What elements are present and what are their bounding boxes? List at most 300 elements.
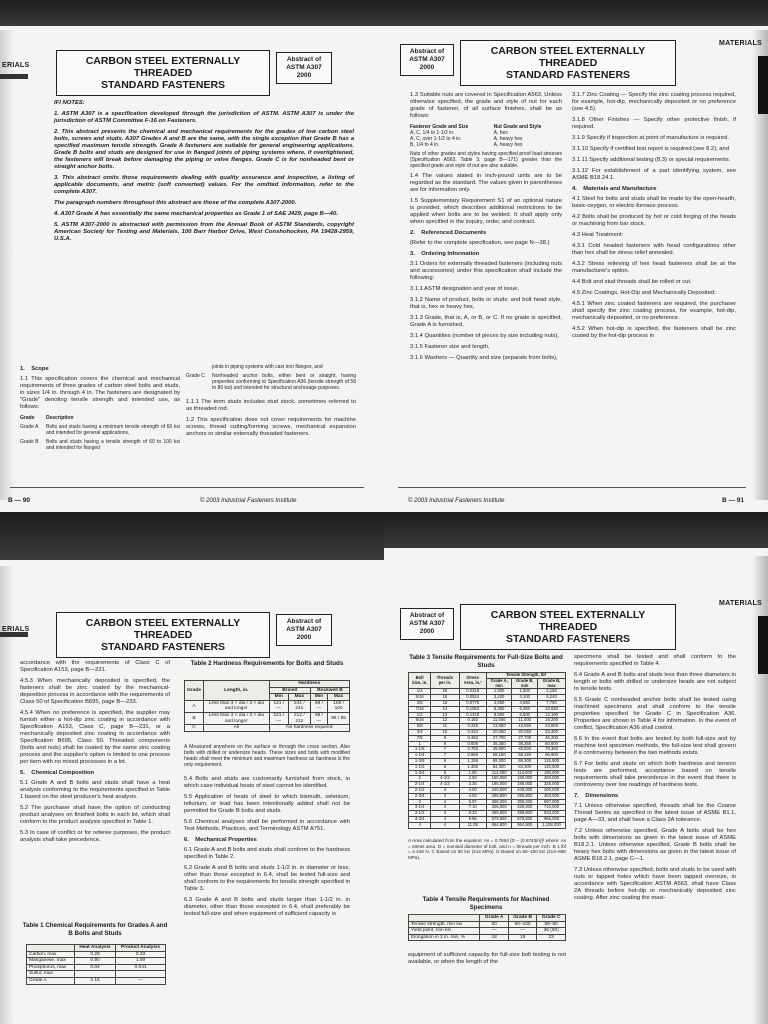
table-cell: 9.66 <box>459 816 486 822</box>
para-6-5: 6.5 Grade C nonheaded anchor bolts shall be tested using machined specimens and shall conform to the tensile properties specified for Grade C in Specification A36. Properties are shown in Table 4 for information. In the event of conflict, Specification A36 shall control. <box>574 697 736 731</box>
table-cell: 27,700 <box>486 735 512 741</box>
table2-notes: A Measured anywhere on the surface or through the cross section. Also bolts with drilled or undersize heads. These sizes and bolts with modified heads shall meet the minimum and maximum hardness as hardness is the only requirement. <box>184 744 350 768</box>
table-cell: 240,000 <box>512 787 538 793</box>
table-cell: Grade A <box>27 977 75 984</box>
grade-col-label: Grade <box>20 415 35 421</box>
abstract-box <box>276 614 332 646</box>
table-cell: No hardness required <box>269 725 349 732</box>
table-cell: 5 <box>431 770 459 776</box>
abstract-year: 2000 <box>419 628 435 635</box>
ordering-number: 3. <box>410 251 415 257</box>
table-cell: 140,500 <box>538 764 566 770</box>
table-cell: 3-3/4 <box>409 816 431 822</box>
table-cell: 3/4 <box>409 729 431 735</box>
table-cell: 4 <box>431 793 459 799</box>
para-6-6: 6.6 In the event that bolts are tested by both full-size and by machine test specimen methods, the full-size test shall govern if a controversy between the two methods exists. <box>574 736 736 756</box>
para-3-1-6: 3.1.6 Washers — Quantity and size (separate from bolts), <box>410 355 558 361</box>
para-5-2: 5.2 The purchaser shall have the option of conducting product analyses on finished bolts in each lot, which shall conform to the product analysis specified in Table 1. <box>20 805 170 825</box>
table-cell: 664,800 <box>512 822 538 828</box>
table-cell: 1/2 <box>409 712 431 718</box>
table3-notes: A Area calculated from the equation: As = 0.7854 [D − (0.9743/n)]² where: As = stress area, D = nominal diameter of bolt, and n = threads per inch. B 1 lbf = 4.448 N. C Based on 60 ksi (414 MPa). D Based on 60–100 ksi (414–690 MPa). <box>408 838 566 860</box>
table-cell: 295,800 <box>512 793 538 799</box>
table-cell: 597,000 <box>538 799 566 805</box>
para-4-5-4: 4.5.4 When no preference is specified, the supplier may furnish either a hot-dip zinc coating in accordance with Specification A153, Class C, page B—231, or a mechanically deposited zinc coating in accordance with Specification B695, Class 50. Threaded components (bolts and nuts) shall be coated by the same zinc coating process and the supplier's option is limited to one process per item with no mixed processes in a lot. <box>20 710 170 765</box>
page-bottom-right <box>384 512 768 1024</box>
table-cell: 18 <box>480 934 508 941</box>
grade-b-cont <box>186 364 356 370</box>
table-cell: 6,350 <box>512 706 538 712</box>
table-cell: 6 <box>431 764 459 770</box>
table-cell: 60–100 <box>508 921 537 928</box>
fastener-row: A, C, 1/4 to 1-1/2 in. <box>410 130 455 136</box>
table-cell: 2-3/4 <box>409 793 431 799</box>
table3 <box>408 672 566 829</box>
table2-max-header: Max <box>328 694 350 701</box>
table-cell: 1 <box>409 741 431 747</box>
table-cell: 0.969 <box>459 753 486 759</box>
note-2: 2. This abstract presents the chemical and mechanical requirements for the grades of low carbon steel bolts, screws and studs. A307 Grades A and B are the same, with the single exception that Grade B has a specified maximum tensile strength. Grade A fasteners are suitable for general engineering applications. Grade B bolts and studs are designed for use in flanged joints of piping systems where, if overtightened, the fasteners will break before damaging the piping or valve flanges. Grade C is for nonheaded bent or straight anchor bolts. <box>54 129 354 170</box>
table2-rockwell-header: Rockwell B <box>310 687 349 694</box>
para-4-3-2: 4.3.2 Stress relieving of hex head fasteners shall be at the manufacturer's option. <box>572 261 736 274</box>
table-cell: 7.10 <box>459 805 486 811</box>
table-cell: 1-1/4 <box>409 753 431 759</box>
table-cell: Sulfur, max <box>27 971 75 978</box>
para-5-6: 5.6 Chemical analyses shall be performed in accordance with Test Methods, Practices, and Terminology ASTM A751. <box>184 819 350 832</box>
right-column <box>574 654 736 906</box>
para-3-1-11: 3.1.11 Specify additional testing (8.3) or special requirements. <box>572 157 731 163</box>
table-cell: 0.29 <box>74 951 115 958</box>
table1-col: Product Analysis <box>116 945 166 952</box>
table-cell: 1-1/2 <box>409 764 431 770</box>
chem-number: 5. <box>20 770 25 776</box>
table-cell: 241 / 241 <box>288 700 310 712</box>
table-cell: 4 <box>431 822 459 828</box>
title-line1: CARBON STEEL EXTERNALLY THREADED <box>490 45 646 69</box>
title-line1: CARBON STEEL EXTERNALLY THREADED <box>490 609 646 633</box>
table4-caption: Table 4 Tensile Requirements for Machined Specimens <box>422 896 550 911</box>
table2-min-header: Min <box>269 694 288 701</box>
table-cell: 5,240 <box>538 695 566 701</box>
page-bottom-left <box>0 512 384 1024</box>
page-top-right <box>384 0 768 512</box>
table-cell: 5/8 <box>409 724 431 730</box>
table-cell: Phosphorus, max <box>27 964 75 971</box>
table-cell: 3/8 <box>409 700 431 706</box>
table2-header-1 <box>185 681 350 688</box>
table-cell: 10 <box>431 729 459 735</box>
para-5-5: 5.5 Application of heats of steel to which bismuth, selenium, tellurium, or lead has been intentionally added shall not be permitted for Grade B bolts and studs. <box>184 794 350 814</box>
table-cell: 121 / — <box>269 700 288 712</box>
note-paragraph-numbers: The paragraph numbers throughout this abstract are those of the complete A307-2000. <box>54 200 297 206</box>
table-cell: 60,600 <box>538 741 566 747</box>
para-3-1-12: 3.1.12 For establishment of a part identifying system, see ASME B18.24.1. <box>572 168 736 181</box>
abstract-label: Abstract of <box>409 48 445 55</box>
para-1-3: 1.3 Suitable nuts are covered in Specification A563. Unless otherwise specified, the grade and style of nut for each grade of fastener, of all surface finishes, shall be as follows: <box>410 92 562 119</box>
grade-a-label: Grade A <box>20 424 39 430</box>
table-cell: 5/16 <box>409 695 431 701</box>
table-cell: 2-1/2 <box>409 787 431 793</box>
table-cell: 966,000 <box>538 816 566 822</box>
table-cell: 58,150 <box>512 753 538 759</box>
right-column <box>572 92 736 344</box>
table2-min-header: Min <box>310 694 327 701</box>
table-cell: 11,000 <box>512 718 538 724</box>
lead-text: specimens shall be tested and shall conform to the requirements specified in Table 4. <box>574 654 736 667</box>
table-cell: — <box>116 977 166 984</box>
table-cell: 358,200 <box>486 799 512 805</box>
table3-col: Grade A, min <box>486 678 512 689</box>
table-cell: 18 <box>508 934 537 941</box>
footer-rule <box>398 487 746 488</box>
table-cell: 4 <box>431 787 459 793</box>
grade-a-desc: Bolts and studs having a minimum tensile strength of 60 ksi and intended for general applications, <box>46 424 180 436</box>
scan-edge <box>384 512 768 548</box>
scope-column <box>20 362 180 454</box>
ifi-notes-heading: IFI NOTES: <box>54 100 85 106</box>
table-cell: 4 <box>431 799 459 805</box>
scan-edge <box>0 512 384 560</box>
table-cell: 8.33 <box>459 811 486 817</box>
dim-number: 7. <box>574 793 579 799</box>
table-cell: 0.606 <box>459 741 486 747</box>
table-cell: Carbon, max <box>27 951 75 958</box>
grade-b-row <box>20 439 180 451</box>
table-cell: 115,500 <box>538 758 566 764</box>
table-cell: 0.0775 <box>459 700 486 706</box>
table3-col: Grade B, max <box>538 678 566 689</box>
abstract-box <box>400 44 454 76</box>
para-1-1-1: 1.1.1 The term studs includes stud stock, sometimes referred to as threaded rod. <box>186 399 356 412</box>
table-row <box>185 712 350 724</box>
para-5-4: 5.4 Bolts and studs are customarily furnished from stock, in which case individual heats of steel cannot be identified. <box>184 776 350 789</box>
grade-b-desc: Bolts and studs having a tensile strength of 60 to 100 ksi and intended for flanged <box>46 439 180 451</box>
fastener-row: B, 1/4 to 4 in. <box>410 142 440 148</box>
para-6-2: 6.2 Grade A and B bolts and studs 1-1/2 in. in diameter or less, other than those excepted in 6.4, shall be tested full-size and shall conform to the requirements for tensile strength specified in Table 3. <box>184 865 350 892</box>
table-cell: 2.50 <box>459 776 486 782</box>
table-cell: 8 <box>431 741 459 747</box>
para-4-5: 4.5 Zinc Coatings, Hot-Dip and Mechanically Deposited: <box>572 290 716 296</box>
table-cell: 14,190 <box>538 712 566 718</box>
table-cell: 3-1/4 <box>409 805 431 811</box>
scan-edge <box>384 0 768 26</box>
table3-col: Stress Area, in.² <box>459 673 486 689</box>
table-cell: 58–80 <box>537 921 566 928</box>
grade-b-label: Grade B <box>20 439 39 445</box>
table-row <box>27 951 166 958</box>
page-title <box>460 604 676 650</box>
abstract-box <box>276 52 332 84</box>
table-cell: 10,630 <box>538 706 566 712</box>
para-6-3: 6.3 Grade A and B bolts and studs larger than 1-1/2 in. in diameter, other than those excepted in 6.4, shall preferably be tested full-size and when equipment of sufficient capacity is <box>184 897 350 917</box>
table-cell: 18,200 <box>538 718 566 724</box>
table-row <box>27 958 166 965</box>
tab-marker <box>758 56 768 114</box>
para-4-3-1: 4.3.1 Cold headed fasteners with head configurations other than hex shall be stress relief annealed. <box>572 243 736 256</box>
table-cell: 358,200 <box>512 799 538 805</box>
table-cell: 69 / — <box>310 712 327 724</box>
tab-marker <box>758 616 768 674</box>
table-cell: 20 <box>431 689 459 695</box>
table-cell: 45,800 <box>512 747 538 753</box>
table3-col: Bolt Size, in. <box>409 673 431 689</box>
table-cell: 3,100 <box>486 695 512 701</box>
materials-heading <box>572 186 736 193</box>
para-3-1-7: 3.1.7 Zinc Coating — Specify the zinc coating process required, for example, hot-dip, mechanically deposited or no preference (see 4.5). <box>572 92 736 112</box>
table-cell: 150,000 <box>512 776 538 782</box>
table-cell: 84,300 <box>512 764 538 770</box>
table1-col: Heat Analysis <box>74 945 115 952</box>
para-4-1: 4.1 Steel for bolts and studs shall be made by the open-hearth, basic-oxygen, or electric-furnace process. <box>572 196 736 209</box>
table-cell: 4,650 <box>486 700 512 706</box>
grade-a-row <box>20 424 180 436</box>
scope-number: 1. <box>20 366 25 372</box>
table-cell: Tensile strength, min ksi <box>409 921 480 928</box>
table-cell: 426,000 <box>486 805 512 811</box>
table-cell: Yield point, min ksi <box>409 928 480 935</box>
table-cell: 0.33 <box>116 951 166 958</box>
abstract-year: 2000 <box>419 64 435 71</box>
table-cell: 4.93 <box>459 793 486 799</box>
table-cell: 0.462 <box>459 735 486 741</box>
refdocs-number: 2. <box>410 230 415 236</box>
table-cell: 22,600 <box>538 724 566 730</box>
right-column <box>184 776 350 922</box>
table-cell: 0.1063 <box>459 706 486 712</box>
table-cell: 295,800 <box>486 793 512 799</box>
table2 <box>184 680 350 732</box>
para-4-5-1: 4.5.1 When zinc coated fasteners are required, the purchaser shall specify the zinc coating process, for example, hot-dip, mechanically deposited, or no preference. <box>572 301 736 321</box>
table-cell: 325,000 <box>538 782 566 788</box>
table-cell: 8,500 <box>486 712 512 718</box>
grade-list-cont <box>186 364 356 391</box>
page-top-left <box>0 0 384 512</box>
table4-col <box>409 915 480 922</box>
para-7-1: 7.1 Unless otherwise specified, threads shall be the Coarse Thread Series as specified in the latest issue of ASME B1.1, page A—33, and shall have a Class 2A tolerance. <box>574 803 736 823</box>
para-5-3: 5.3 In case of conflict or for referee purposes, the product analysis shall take precedence. <box>20 830 170 843</box>
table1-col <box>27 945 75 952</box>
table-cell: 16 <box>431 700 459 706</box>
table-cell: 240,000 <box>486 787 512 793</box>
para-3-1-9: 3.1.9 Specify if inspection at point of manufacture is required. <box>572 135 729 141</box>
lead-text: accordance with the requirements of Class C of Specification A153, page B—231. <box>20 660 170 673</box>
table-cell: 84,300 <box>486 764 512 770</box>
chem-heading <box>20 770 170 777</box>
table-cell: 23 <box>537 934 566 941</box>
table4-header <box>409 915 566 922</box>
page-title <box>56 50 270 96</box>
table-cell: 250,000 <box>538 776 566 782</box>
table-cell: 3.25 <box>459 782 486 788</box>
table-cell: 400,000 <box>538 787 566 793</box>
abstract-designation: ASTM A307 <box>286 626 322 633</box>
table-cell: 4-1/2 <box>431 776 459 782</box>
table-cell: 212 / 212 <box>288 712 310 724</box>
table-cell: 0.334 <box>459 729 486 735</box>
table-cell: 7 <box>431 747 459 753</box>
table-row <box>409 822 566 828</box>
table1-header <box>27 945 166 952</box>
table-cell: 96,900 <box>538 753 566 759</box>
copyright: © 2003 Industrial Fasteners Institute <box>200 498 297 504</box>
table-cell: 499,800 <box>486 811 512 817</box>
table-cell <box>74 971 115 978</box>
nut-row: A, heavy hex <box>493 142 523 148</box>
table-cell: — <box>480 928 508 935</box>
table-cell: 1-1/8 <box>409 747 431 753</box>
para-6-4: 6.4 Grade A and B bolts and studs less than three diameters in length or bolts with drilled or undersize heads are not subject to tensile tests. <box>574 672 736 692</box>
refdocs-heading <box>410 230 562 237</box>
grade-c-row <box>186 373 356 391</box>
table-cell: 36,350 <box>512 741 538 747</box>
para-4-5-3: 4.5.3 When mechanically deposited is specified, the fasteners shall be zinc coated by the mechanical-deposition process in accordance with the requirements of Class 50 of Specification B695, page B—233. <box>20 678 170 705</box>
table-cell: 0.04 <box>74 964 115 971</box>
table-cell: 13,550 <box>512 724 538 730</box>
table-cell: 579,600 <box>486 816 512 822</box>
table-cell: 426,000 <box>512 805 538 811</box>
para-3-1-1: 3.1.1 ASTM designation and year of issue, <box>410 286 519 292</box>
title-line1: CARBON STEEL EXTERNALLY THREADED <box>85 617 241 641</box>
table-cell: 1.155 <box>459 758 486 764</box>
para-4-3: 4.3 Heat Treatment: <box>572 232 624 238</box>
table-cell: 13,550 <box>486 724 512 730</box>
table4-tail-text: equipment of sufficient capacity for full-size bolt testing is not available, or when the length of the <box>408 952 566 965</box>
abstract-year: 2000 <box>296 72 312 79</box>
dim-heading <box>574 793 736 800</box>
para-3-1-3: 3.1.3 Grade, that is, A, or B, or C. If no grade is specified, Grade A is furnished, <box>410 315 562 328</box>
table-cell: 9 <box>431 735 459 741</box>
scope-column-right <box>186 364 356 442</box>
mech-heading <box>184 837 350 844</box>
table-cell: 0.182 <box>459 718 486 724</box>
table-cell: 710,000 <box>538 805 566 811</box>
table-cell: 0.041 <box>116 964 166 971</box>
table-cell: 5.97 <box>459 799 486 805</box>
title-line2: STANDARD FASTENERS <box>100 79 226 91</box>
scan-edge <box>0 0 384 26</box>
table-cell: 95 / 95 <box>328 712 350 724</box>
table-cell: 1-3/4 <box>409 770 431 776</box>
table2-hardness-header: Hardness <box>269 681 349 688</box>
abstract-box <box>400 608 454 640</box>
table-cell: 4 <box>431 805 459 811</box>
table-cell: 33,400 <box>538 729 566 735</box>
table-cell: 60 <box>480 921 508 928</box>
table-cell: 4 <box>431 811 459 817</box>
title-line2: STANDARD FASTENERS <box>505 69 631 81</box>
table-cell: 493,000 <box>538 793 566 799</box>
chem-title: Chemical Composition <box>31 770 95 776</box>
grade-list-header <box>20 415 180 421</box>
table-cell: 1,900 <box>512 689 538 695</box>
table-cell: 150,000 <box>486 776 512 782</box>
table-cell: Manganese, max <box>27 958 75 965</box>
table2-max-header: Max <box>288 694 310 701</box>
table4-col: Grade A <box>480 915 508 922</box>
nut-row: A, heavy hex <box>493 136 523 142</box>
fastener-grade-header: Fastener Grade and Size <box>410 124 469 130</box>
table-cell: 833,000 <box>538 811 566 817</box>
table1 <box>26 944 166 985</box>
table-row <box>185 700 350 712</box>
note-4: 4. A307 Grade A has essentially the same mechanical properties as Grade 1 of SAE J429, page B—40. <box>54 211 338 217</box>
table2-brinell-header: Brinell <box>269 687 310 694</box>
para-6-1: 6.1 Grade A and B bolts and studs shall conform to the hardness specified in Table 2. <box>184 847 350 860</box>
nut-footnote: Nuts of other grades and styles having specified proof load stresses (Specification A563, Table 3, page B—171) greater than the specified grade and style of nut are also suitable. <box>410 151 562 169</box>
table-cell: 20,050 <box>486 729 512 735</box>
table-cell: 100 / 100 <box>328 700 350 712</box>
table-cell: 664,800 <box>486 822 512 828</box>
table4 <box>408 914 566 941</box>
para-7-3: 7.3 Unless otherwise specified, bolts and studs to be used with nuts or tapped holes which have been tapped oversize, in accordance with Specification ASTM A563, shall have Class 2A threads before hot-dip or mechanically deposited zinc coating. After zinc coating the maxi- <box>574 867 736 901</box>
table-cell: C <box>185 725 204 732</box>
para-3-1-5: 3.1.5 Fastener size and length, <box>410 344 490 350</box>
desc-col-label: Description <box>46 415 74 421</box>
table2-length-header: Length, in. <box>203 681 269 701</box>
left-column <box>410 92 562 366</box>
table-cell: 4.00 <box>459 787 486 793</box>
table-cell: 12 <box>431 718 459 724</box>
table-cell: 4,650 <box>512 700 538 706</box>
para-3-1-2: 3.1.2 Name of product, bolts or studs; and bolt head style, that is, hex or heavy hex, <box>410 297 562 310</box>
table4-col: Grade C <box>537 915 566 922</box>
table-cell: 7/8 <box>409 735 431 741</box>
para-4-5-2: 4.5.2 When hot-dip is specified, the fasteners shall be zinc coated by the hot-dip process in <box>572 326 736 339</box>
scope-title: Scope <box>31 366 49 372</box>
section-tab: MATERIALS <box>718 600 762 607</box>
abstract-designation: ASTM A307 <box>286 64 322 71</box>
table-cell: 195,000 <box>512 782 538 788</box>
table-cell: 195,000 <box>486 782 512 788</box>
grade-b-desc-cont: joints in piping systems with cast iron flanges, and <box>212 364 323 370</box>
note-5: 5. ASTM A307-2000 is abstracted with permission from the Annual Book of ASTM Standards, copyright American Society for Testing and Materials, 100 Barr Harbor Drive, West Conshohocken, PA 19428-2959, U.S.A. <box>54 222 354 242</box>
table-cell: 11.08 <box>459 822 486 828</box>
table-cell: 4-1/2 <box>431 782 459 788</box>
ordering-title: Ordering Information <box>421 251 480 257</box>
table-cell: 69,300 <box>486 758 512 764</box>
table-cell: 13 <box>431 712 459 718</box>
title-line2: STANDARD FASTENERS <box>505 633 631 645</box>
table-cell: 190,000 <box>538 770 566 776</box>
table-cell: 46,200 <box>538 735 566 741</box>
ordering-heading <box>410 251 562 258</box>
table-cell: 3,100 <box>512 695 538 701</box>
table-cell: 3-1/2 <box>409 811 431 817</box>
table-cell: 14 <box>431 706 459 712</box>
nut-table <box>410 124 562 148</box>
table-cell: 7,750 <box>538 700 566 706</box>
abstract-label: Abstract of <box>286 618 322 625</box>
title-line1: CARBON STEEL EXTERNALLY THREADED <box>85 55 241 79</box>
table-cell: Elongation in 2 in. min, % <box>409 934 480 941</box>
para-4-2: 4.2 Bolts shall be produced by hot or cold forging of the heads or machining from bar stock. <box>572 214 736 227</box>
table-cell: All <box>203 725 269 732</box>
mech-number: 6. <box>184 837 189 843</box>
para-3-1-10: 3.1.10 Specify if certified test report is required (see 8.2), and <box>572 146 729 152</box>
table-cell: 11 <box>431 724 459 730</box>
table-cell: 36 (50) <box>537 928 566 935</box>
page-number: B — 90 <box>8 497 31 504</box>
para-3-1-4: 3.1.4 Quantities (number of pieces by size including nuts), <box>410 333 559 339</box>
para-1-2: 1.2 This specification does not cover requirements for machine screws, thread cutting/forming screws, mechanical expansion anchors or similar externally threaded fasteners. <box>186 417 356 437</box>
table-cell: 9/16 <box>409 718 431 724</box>
table-cell: 11,000 <box>486 718 512 724</box>
refdocs-text: (Refer to the complete specification, see page N—38.) <box>410 240 550 246</box>
table1-caption: Table 1 Chemical Requirements for Grades A and B Bolts and Studs <box>22 922 168 937</box>
para-3-1-8: 3.1.8 Other Finishes — Specify other protective finish, if required. <box>572 117 736 130</box>
table-cell: 20,050 <box>512 729 538 735</box>
table-cell: 499,800 <box>512 811 538 817</box>
table-cell: 2 <box>409 776 431 782</box>
